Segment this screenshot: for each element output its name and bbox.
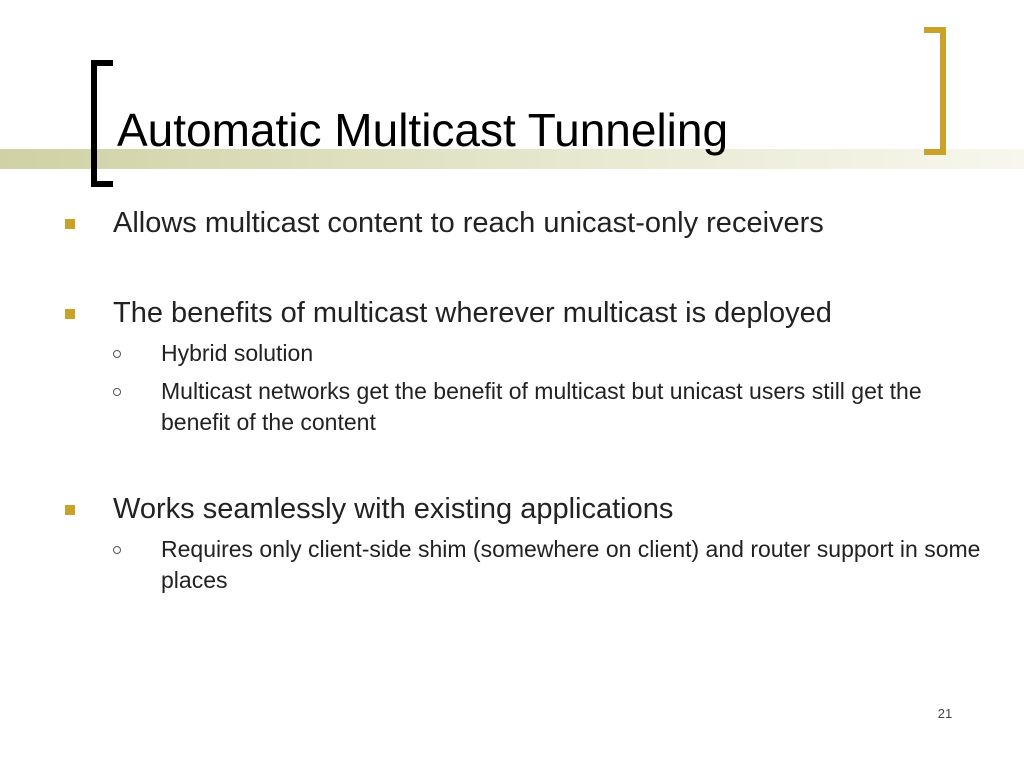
circle-bullet-icon bbox=[113, 388, 121, 396]
square-bullet-icon bbox=[65, 505, 75, 515]
circle-bullet-icon bbox=[113, 350, 121, 358]
sub-bullet-text: Hybrid solution bbox=[161, 340, 314, 366]
left-bracket-decoration bbox=[91, 60, 113, 187]
bullet-text: The benefits of multicast wherever multicast is deployed bbox=[113, 297, 832, 329]
square-bullet-icon bbox=[65, 309, 75, 319]
square-bullet-icon bbox=[65, 219, 75, 229]
slide-title: Automatic Multicast Tunneling bbox=[117, 104, 729, 156]
page-number: 21 bbox=[937, 706, 953, 721]
circle-bullet-icon bbox=[113, 546, 121, 554]
right-bracket-decoration bbox=[924, 27, 946, 155]
bullet-text: Works seamlessly with existing applications bbox=[113, 493, 674, 525]
sub-bullet-text: Multicast networks get the benefit of multicast but unicast users still get the benefit of the content bbox=[161, 378, 922, 435]
bullet-text: Allows multicast content to reach unicast-only receivers bbox=[113, 207, 824, 239]
sub-bullet-text: Requires only client-side shim (somewhere on client) and router support in some places bbox=[161, 536, 981, 593]
